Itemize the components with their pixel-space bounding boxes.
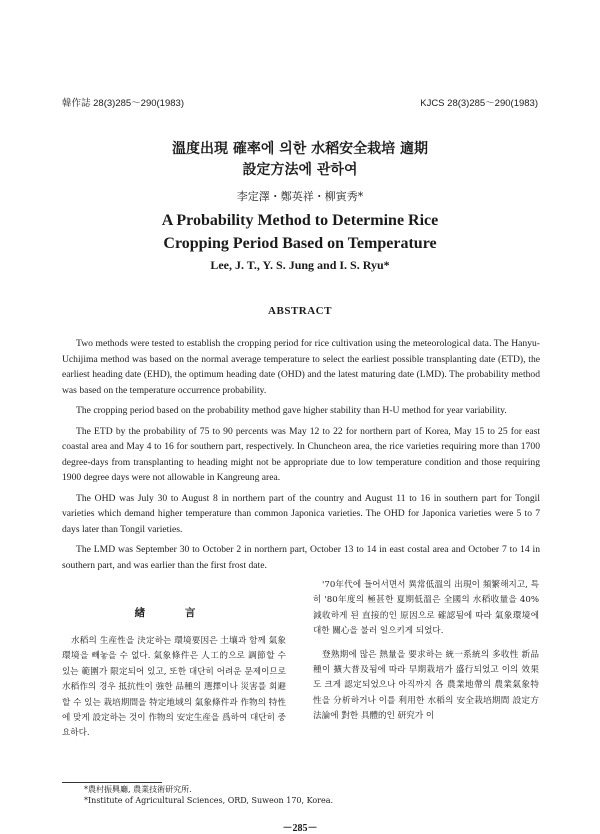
body-paragraph: 登熟期에 많은 熱量을 要求하는 統一系統의 多收性 新品種이 擴大普及됨에 따라 早期栽培가 盛行되었고 이의 效果도 크게 認定되었으나 아직까지 各 農業地帶의 農業氣象特性을 分析하거나 이를 利用한 水稻의 安全栽培期間 設定方法論에 對한 具體的인 研究가 이: [313, 649, 539, 722]
korean-authors: 李定澤・鄭英祥・柳寅秀*: [236, 190, 364, 203]
body-paragraph: '70年代에 들어서면서 異常低溫의 出現이 頻繁해지고, 특히 '80年度의 極甚한 夏期低溫은 全國의 水稻收量을 40% 減收하게 된 直接的인 原因으로 確認됨에 따라 氣象環境에 대한 關心을 불러 일으키게 되었다.: [313, 580, 539, 637]
right-column: [313, 578, 539, 733]
english-title-line-1: A Probability Method to Determine Rice: [161, 212, 439, 229]
korean-title-line-2: 設定方法에 관하여: [242, 162, 358, 178]
introduction-paragraph: 水稻의 生産性을 決定하는 環境要因은 土壤과 함께 氣象環境을 빼놓을 수 없다. 氣象條件은 人工的으로 調節할 수 있는 範圍가 限定되어 있고, 또한 대단히 어려운 문제이므로 水稻作의 경우 抵抗性이 強한 品種의 選擇이나 災害를 회避할 수 있는 栽培期間을 特定地域의 氣象條件과 作物의 特性에 맞게 設定하는 것이 作物의 安定生産을 爲하여 대단히 중요하다.: [62, 636, 286, 739]
abstract-paragraph: The OHD was July 30 to August 8 in northern part of the country and August 11 to 16 in southern part for Tongil varieties which demand higher temperature than common Japonica varieties. The OHD for Japonica varieties were 5 to 7 days later than Tongil varieties.: [62, 492, 540, 535]
english-title: [0, 209, 600, 255]
footnote-korean-affiliation: *農村振興廳, 農業技術研究所.: [84, 785, 192, 794]
abstract-paragraph: The LMD was September 30 to October 2 in northern part, October 13 to 14 in east costal area and October 7 to 14 in southern part, and was earlier than the first frost date.: [62, 544, 540, 571]
korean-title-line-1: 溫度出現 確率에 의한 水稻安全栽培 適期: [171, 141, 429, 157]
page-number: －285－: [282, 823, 318, 834]
left-column: [62, 605, 286, 742]
footnote-divider: [62, 782, 162, 783]
abstract-heading: ABSTRACT: [268, 305, 332, 317]
english-authors: Lee, J. T., Y. S. Jung and I. S. Ryu*: [210, 258, 390, 272]
abstract-paragraph: The ETD by the probability of 75 to 90 percents was May 12 to 22 for northern part of Korea, May 15 to 25 for east coastal area and May 4 to 16 for southern part, respectively. In Chuncheon area, the rice varieties requiring more than 1700 degree-days from transplanting to heading might not be appropriate due to low temperature condition and those requiring 1900 degree days were not allowable in Kangreung area.: [62, 425, 540, 483]
abstract-body: [62, 336, 540, 578]
footnotes: [84, 784, 333, 806]
abstract-paragraph: Two methods were tested to establish the cropping period for rice cultivation using the meteorological data. The Hanyu-Uchijima method was based on the normal average temperature to select the earliest possible transplanting date (ETD), the earliest heading date (EHD), the optimum heading date (OHD) and the latest maturing date (LMD). The probability method was based on the temperature occurrence probability.: [62, 338, 540, 396]
header-english-citation: KJCS 28(3)285～290(1983): [420, 98, 538, 109]
english-title-line-2: Cropping Period Based on Temperature: [163, 235, 437, 252]
footnote-english-affiliation: *Institute of Agricultural Sciences, ORD, Suweon 170, Korea.: [84, 796, 334, 805]
header-korean-citation: 韓作誌 28(3)285～290(1983): [62, 98, 184, 109]
korean-title: [0, 139, 600, 181]
introduction-heading: 緖 言: [134, 607, 214, 619]
abstract-paragraph: The cropping period based on the probability method gave higher stability than H-U method for year variability.: [76, 405, 507, 416]
